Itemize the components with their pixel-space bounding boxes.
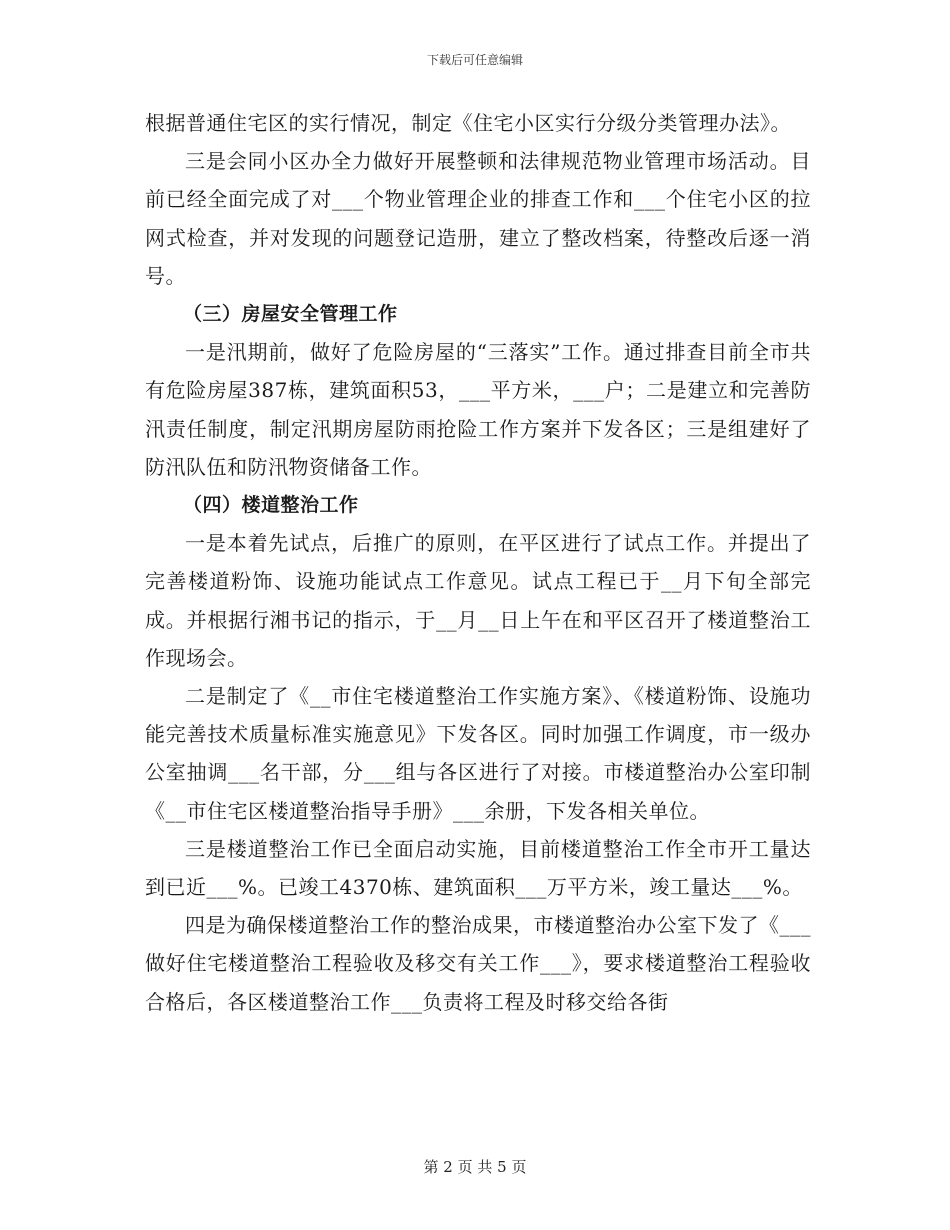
page-header: 下载后可任意编辑 <box>426 53 523 67</box>
document-body <box>145 104 811 1021</box>
paragraph-3: 一是汛期前，做好了危险房屋的“三落实”工作。通过排查目前全市共有危险房屋387栋，建筑面积53，___平方米，___户；二是建立和完善防汛责任制度，制定汛期房屋防雨抢险工作方案并下发各区；三是组建好了防汛队伍和防汛物资储备工作。 <box>145 340 811 479</box>
paragraph-5: 二是制定了《__市住宅楼道整治工作实施方案》、《楼道粉饰、设施功能完善技术质量标准实施意见》下发各区。同时加强工作调度，市一级办公室抽调___名干部，分___组与各区进行了对接。市楼道整治办公室印制《__市住宅区楼道整治指导手册》___余册，下发各相关单位。 <box>145 684 811 823</box>
section-heading-3: （三）房屋安全管理工作 <box>183 303 398 326</box>
paragraph-6: 三是楼道整治工作已全面启动实施，目前楼道整治工作全市开工量达到已近___%。已竣工4370栋、建筑面积___万平方米，竣工量达___%。 <box>145 836 811 900</box>
paragraph-7: 四是为确保楼道整治工作的整治成果，市楼道整治办公室下发了《___做好住宅楼道整治工程验收及移交有关工作___》，要求楼道整治工程验收合格后，各区楼道整治工作___负责将工程及时移交给各街 <box>145 913 811 1014</box>
paragraph-4: 一是本着先试点，后推广的原则，在平区进行了试点工作。并提出了完善楼道粉饰、设施功能试点工作意见。试点工程已于__月下旬全部完成。并根据行湘书记的指示，于__月__日上午在和平区召开了楼道整治工作现场会。 <box>145 531 811 670</box>
page-footer: 第 2 页 共 5 页 <box>423 1158 527 1176</box>
section-heading-4: （四）楼道整治工作 <box>183 494 359 517</box>
paragraph-1: 根据普通住宅区的实行情况，制定《住宅小区实行分级分类管理办法》。 <box>145 111 791 135</box>
paragraph-2: 三是会同小区办全力做好开展整顿和法律规范物业管理市场活动。目前已经全面完成了对___个物业管理企业的排查工作和___个住宅小区的拉网式检查，并对发现的问题登记造册，建立了整改档案，待整改后逐一消号。 <box>145 149 811 288</box>
